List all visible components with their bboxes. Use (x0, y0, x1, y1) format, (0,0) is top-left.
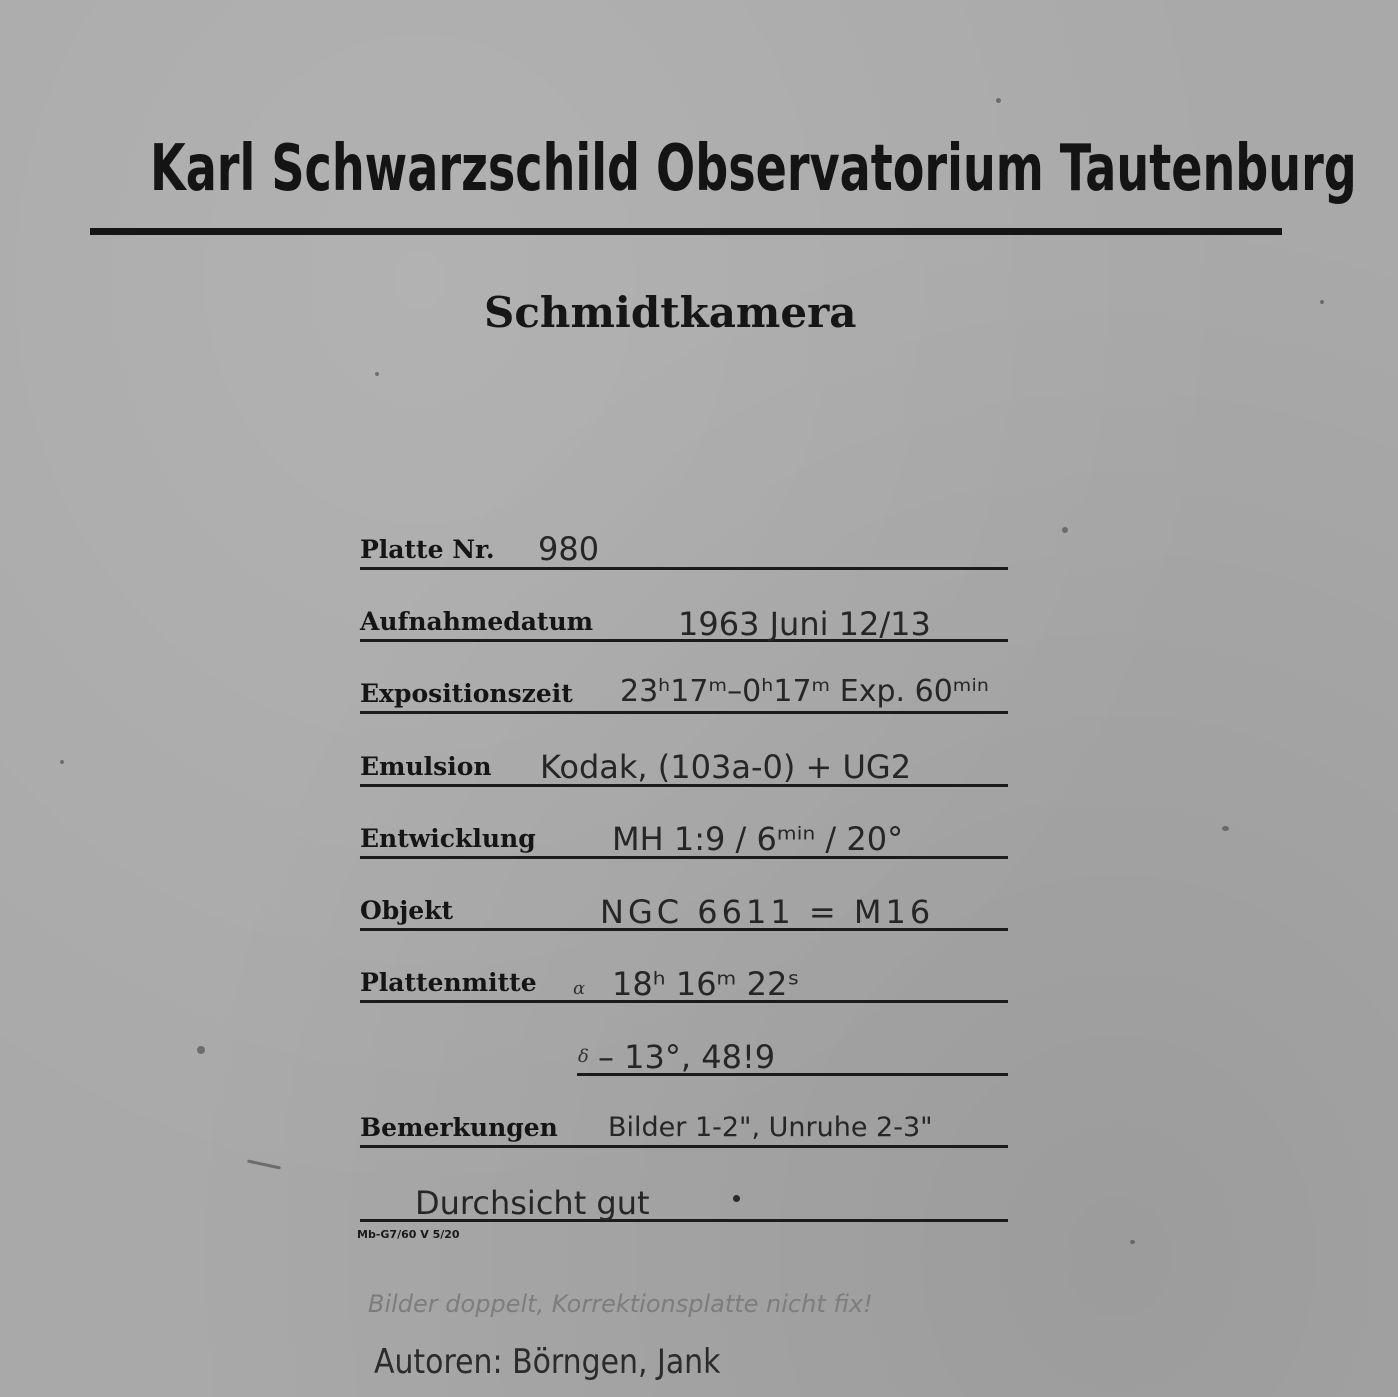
form-code: Mb-G7/60 V 5/20 (357, 1228, 460, 1241)
authors-note: Autoren: Börngen, Jank (374, 1342, 721, 1382)
alpha-symbol: α (573, 978, 586, 999)
institution-title: Karl Schwarzschild Observatorium Tautenburg (150, 132, 1357, 206)
paper-fleck (1320, 300, 1324, 304)
value-platte: 980 (538, 530, 600, 568)
delta-symbol: δ (578, 1046, 589, 1067)
paper-fleck (60, 760, 64, 764)
label-plattenmitte: Plattenmitte (360, 968, 537, 997)
value-objekt: NGC 6611 = M16 (600, 893, 935, 931)
value-bemerkungen-2: Durchsicht gut (415, 1184, 650, 1222)
paper-fleck (375, 372, 379, 376)
value-entwicklung: MH 1:9 / 6ᵐⁱⁿ / 20° (612, 820, 904, 858)
field-platte (360, 530, 1008, 570)
value-expositionszeit: 23ʰ17ᵐ–0ʰ17ᵐ Exp. 60ᵐⁱⁿ (620, 674, 989, 709)
ink-dot (733, 1195, 740, 1202)
field-rule (360, 567, 1008, 570)
value-bemerkungen: Bilder 1-2", Unruhe 2-3" (608, 1112, 933, 1143)
label-entwicklung: Entwicklung (360, 824, 536, 853)
value-delta: – 13°, 48!9 (598, 1038, 776, 1076)
field-rule (360, 711, 1008, 714)
value-alpha: 18ʰ 16ᵐ 22ˢ (612, 965, 800, 1003)
instrument-title: Schmidtkamera (484, 288, 857, 337)
field-rule (360, 1145, 1008, 1148)
label-bemerkungen: Bemerkungen (360, 1113, 558, 1142)
paper-fleck (197, 1046, 205, 1054)
label-aufnahmedatum: Aufnahmedatum (360, 607, 594, 636)
paper-fleck (1062, 527, 1068, 533)
label-emulsion: Emulsion (360, 752, 492, 781)
label-objekt: Objekt (360, 896, 454, 925)
label-platte: Platte Nr. (360, 535, 495, 564)
paper-fleck (996, 98, 1001, 103)
label-expositionszeit: Expositionszeit (360, 679, 573, 708)
paper-fleck (1130, 1240, 1135, 1244)
paper-fleck (1222, 826, 1229, 831)
value-emulsion: Kodak, (103a-0) + UG2 (540, 748, 912, 786)
header-rule (90, 228, 1282, 235)
value-aufnahmedatum: 1963 Juni 12/13 (678, 605, 931, 643)
faint-pencil-note: Bilder doppelt, Korrektionsplatte nicht fix! (368, 1290, 873, 1318)
